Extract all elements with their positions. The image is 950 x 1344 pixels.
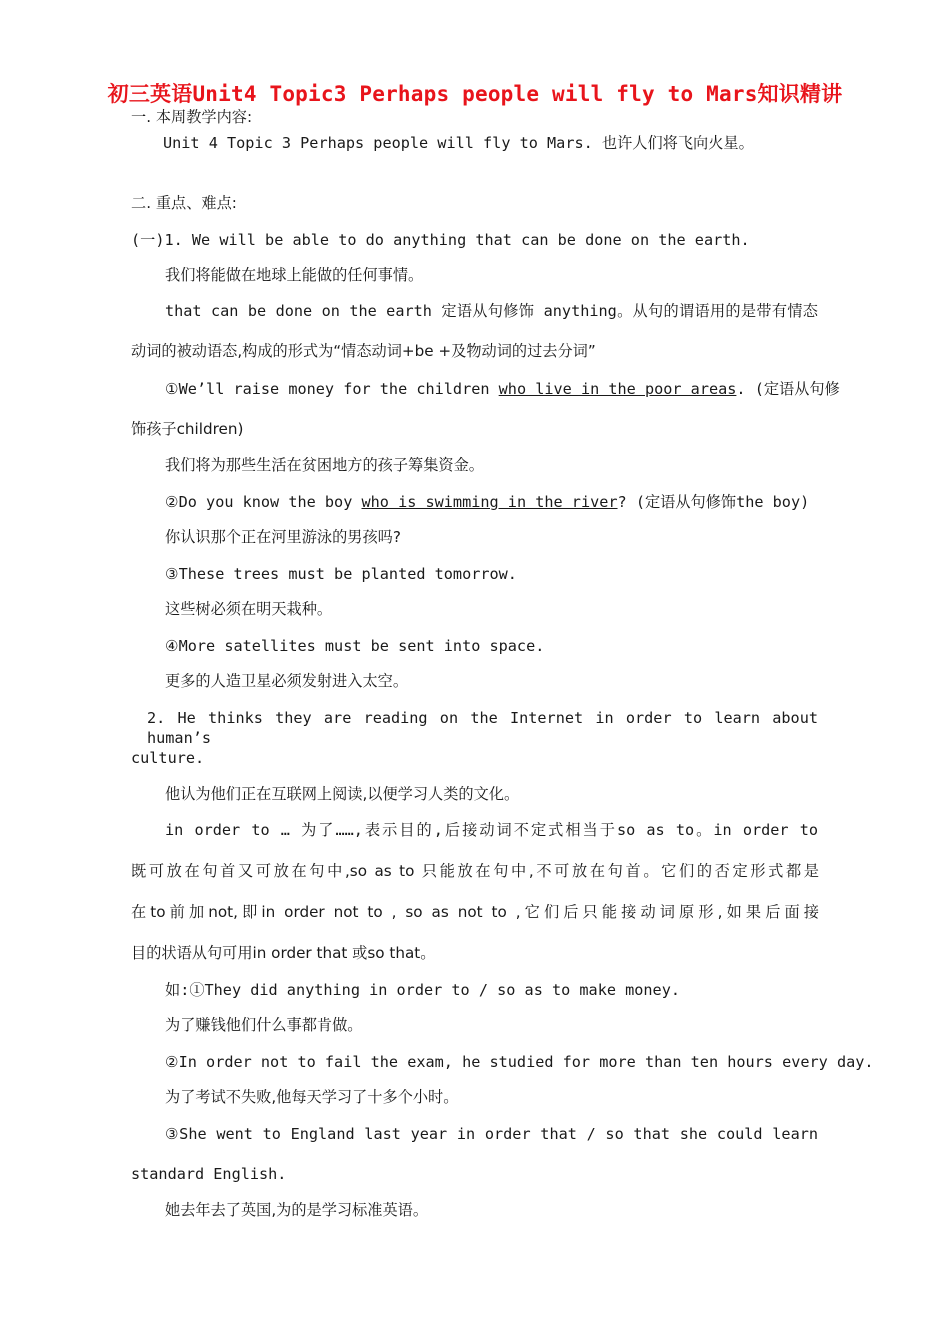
point-1-note-line-1: that can be done on the earth 定语从句修饰 anything。从句的谓语用的是带有情态 [165,302,818,320]
point-2-note-line-1: in order to … 为了……,表示目的,后接动词不定式相当于so as to。in order to [165,821,818,839]
section-2-heading: 二. 重点、难点: [131,194,237,212]
point-2-example-1-translation: 为了赚钱他们什么事都肯做。 [165,1016,363,1034]
point-2-example-2: ②In order not to fail the exam, he studied for more than ten hours every day. [165,1053,874,1071]
document-title: 初三英语Unit4 Topic3 Perhaps people will fly to Mars知识精讲 [107,82,843,106]
point-1-example-1-cont: 饰孩子children) [131,420,244,438]
point-1-example-3: ③These trees must be planted tomorrow. [165,565,517,583]
example-2-text-post: ? (定语从句修饰the boy) [617,493,810,511]
point-1-example-2-translation: 你认识那个正在河里游泳的男孩吗? [165,528,401,546]
example-1-underlined-clause: who live in the poor areas [498,380,737,398]
section-1-content: Unit 4 Topic 3 Perhaps people will fly to Mars. 也许人们将飞向火星。 [163,134,754,152]
point-2-sentence-line-1: 2. He thinks they are reading on the Internet in order to learn about human’s [147,709,818,747]
point-1-sentence: (一)1. We will be able to do anything that can be done on the earth. [131,231,750,249]
point-1-example-4: ④More satellites must be sent into space. [165,637,545,655]
point-2-example-3-line-1: ③She went to England last year in order that / so that she could learn [165,1125,818,1143]
point-1-note-line-2: 动词的被动语态,构成的形式为“情态动词+be +及物动词的过去分词” [131,342,596,360]
point-2-note-line-3: 在to前加not,即in order not to , so as not to ,它们后只能接动词原形,如果后面接 [131,903,819,921]
point-2-note-line-4: 目的状语从句可用in order that 或so that。 [131,944,436,962]
point-2-example-3-line-2: standard English. [131,1165,287,1183]
point-2-example-2-translation: 为了考试不失败,他每天学习了十多个小时。 [165,1088,459,1106]
point-1-example-1 [165,379,840,399]
example-2-text-pre: ②Do you know the boy [165,493,362,511]
example-1-text-post: . (定语从句修 [736,380,840,398]
point-1-example-2 [165,492,809,512]
example-1-text-pre: ①We’ll raise money for the children [165,380,499,398]
point-1-example-1-translation: 我们将为那些生活在贫困地方的孩子筹集资金。 [165,456,484,474]
point-1-example-3-translation: 这些树必须在明天栽种。 [165,600,333,618]
point-2-translation: 他认为他们正在互联网上阅读,以便学习人类的文化。 [165,785,520,803]
point-2-sentence-line-2: culture. [131,749,205,767]
point-2-example-3-translation: 她去年去了英国,为的是学习标准英语。 [165,1201,429,1219]
point-1-translation: 我们将能做在地球上能做的任何事情。 [165,266,424,284]
point-2-note-line-2: 既可放在句首又可放在句中,so as to 只能放在句中,不可放在句首。它们的否定形式都是 [131,862,819,880]
point-1-example-4-translation: 更多的人造卫星必须发射进入太空。 [165,672,408,690]
section-1-heading: 一. 本周教学内容: [131,108,253,126]
example-2-underlined-clause: who is swimming in the river [361,493,618,511]
point-2-example-1: 如:①They did anything in order to / so as to make money. [165,981,680,999]
